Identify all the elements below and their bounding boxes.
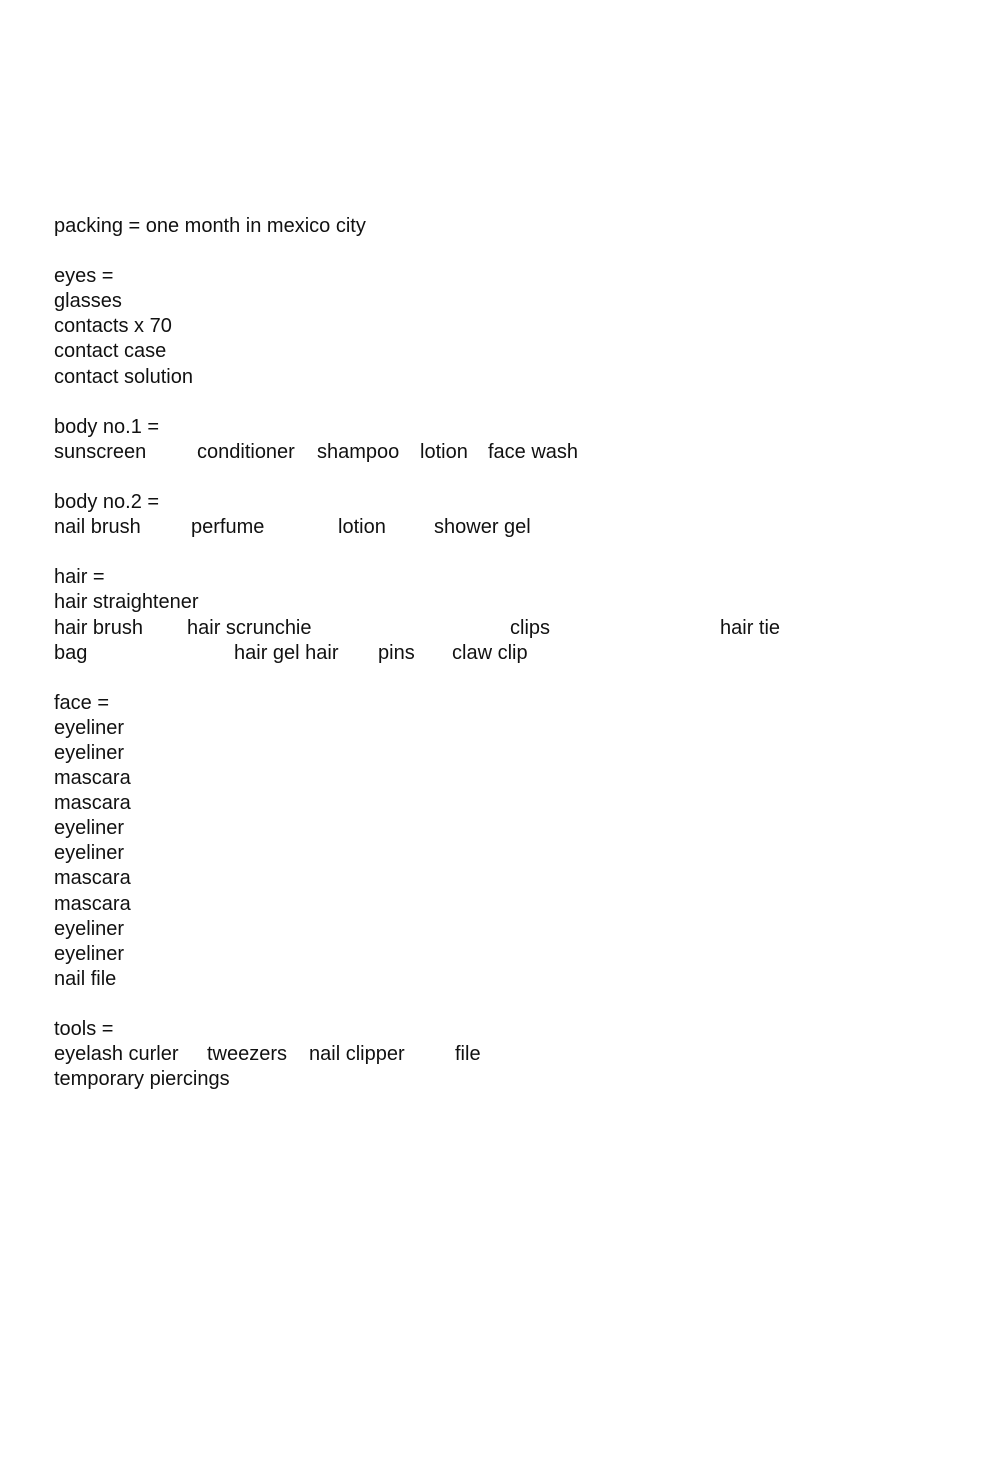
list-item: nail clipper: [309, 1043, 405, 1066]
list-item: eyeliner: [54, 942, 125, 965]
list-item: mascara: [54, 892, 131, 915]
document-title: packing = one month in mexico city: [54, 215, 366, 237]
list-item: glasses: [54, 290, 122, 313]
list-item: conditioner: [197, 440, 295, 463]
eyes-heading: eyes =: [54, 265, 114, 288]
list-item: hair brush: [54, 616, 143, 639]
list-item: eyeliner: [54, 817, 125, 840]
list-item: bag: [54, 641, 88, 664]
list-item: tweezers: [207, 1043, 288, 1066]
list-item: contact solution: [54, 365, 193, 388]
list-item: clips: [510, 616, 551, 639]
body2-heading: body no.2 =: [54, 491, 160, 514]
body1-heading: body no.1 =: [54, 415, 160, 438]
document-body: [54, 214, 954, 1092]
list-item: eyeliner: [54, 716, 125, 739]
list-item: contact case: [54, 340, 167, 363]
list-item: sunscreen: [54, 440, 147, 463]
list-item: pins: [378, 641, 415, 664]
hair-heading: hair =: [54, 566, 105, 589]
list-item: nail brush: [54, 516, 141, 539]
list-item: face wash: [488, 440, 579, 463]
list-item: shower gel: [434, 516, 531, 539]
list-item: nail file: [54, 967, 117, 990]
list-item: hair tie: [720, 616, 781, 639]
list-item: shampoo: [317, 440, 400, 463]
list-item: perfume: [191, 516, 265, 539]
list-item: hair straightener: [54, 591, 199, 614]
hair-items-row: [54, 641, 954, 666]
list-item: file: [455, 1043, 481, 1066]
list-item: contacts x 70: [54, 315, 172, 338]
body1-items: [54, 440, 954, 465]
hair-items-row: [54, 616, 954, 641]
list-item: claw clip: [452, 641, 528, 664]
list-item: hair scrunchie: [187, 616, 312, 639]
face-heading: face =: [54, 691, 110, 714]
list-item: lotion: [420, 440, 468, 463]
body2-items: [54, 515, 954, 540]
list-item: eyeliner: [54, 741, 125, 764]
list-item: eyelash curler: [54, 1043, 179, 1066]
list-item: temporary piercings: [54, 1068, 230, 1091]
tools-heading: tools =: [54, 1018, 114, 1040]
list-item: mascara: [54, 767, 131, 790]
tools-items-row: [54, 1042, 954, 1067]
list-item: mascara: [54, 867, 131, 890]
list-item: eyeliner: [54, 917, 125, 940]
list-item: mascara: [54, 792, 131, 815]
list-item: lotion: [338, 516, 386, 539]
list-item: eyeliner: [54, 842, 125, 865]
list-item: hair gel hair: [234, 641, 339, 664]
